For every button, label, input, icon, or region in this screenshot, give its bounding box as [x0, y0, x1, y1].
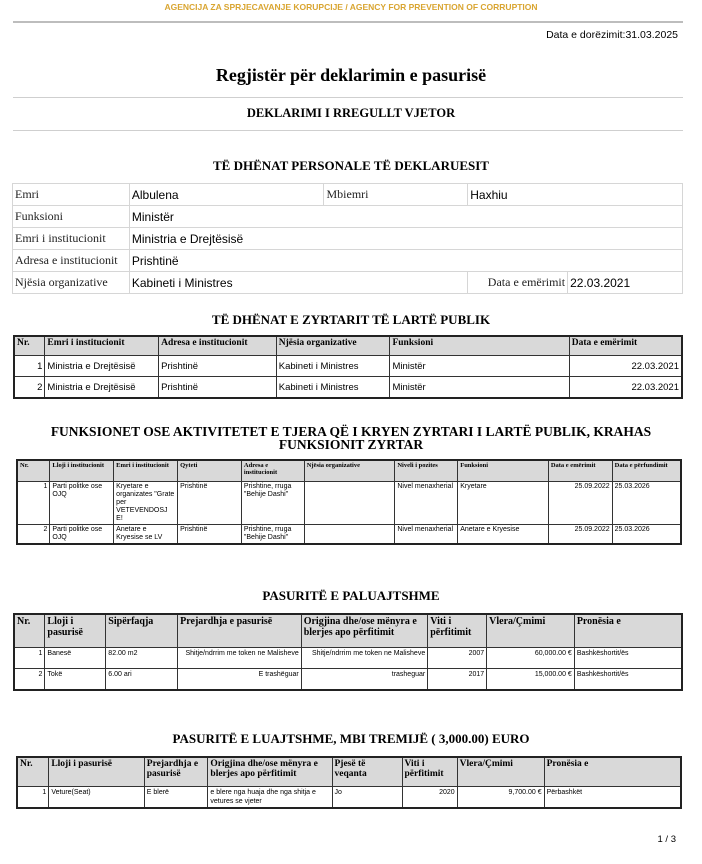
- column-header: Origjina dhe/ose mënyra e blerjes apo përfitimit: [208, 757, 332, 787]
- table-cell: 2: [14, 669, 45, 691]
- column-header: Prejardhja e pasurisë: [144, 757, 208, 787]
- table-cell: Kryetare: [458, 482, 549, 525]
- table-cell: 25.09.2022: [548, 525, 612, 545]
- table-row: [13, 250, 683, 272]
- table-cell: Kabineti i Ministres: [276, 356, 390, 377]
- column-header: Lloji i institucionit: [50, 460, 114, 482]
- column-header: Adresa e institucionit: [159, 336, 277, 356]
- functions-table: [16, 459, 682, 545]
- table-cell: 2020: [402, 787, 457, 809]
- header-divider: [13, 21, 683, 23]
- function-label: Funksioni: [13, 206, 130, 228]
- movable-assets-table: [16, 756, 682, 809]
- column-header: Nr.: [14, 336, 45, 356]
- table-cell: Ministër: [390, 356, 569, 377]
- table-row: [17, 482, 681, 525]
- table-cell: Tokë: [45, 669, 106, 691]
- immovable-assets-table: [13, 613, 683, 691]
- appointment-value: 22.03.2021: [568, 272, 683, 294]
- column-header: Lloji i pasurisë: [45, 614, 106, 648]
- column-header: Njësia organizative: [304, 460, 395, 482]
- table-cell: 2: [14, 377, 45, 399]
- table-cell: Parti politke ose OJQ: [50, 482, 114, 525]
- column-header: Qyteti: [178, 460, 242, 482]
- table-cell: 25.03.2026: [612, 525, 681, 545]
- column-header: Njësia organizative: [276, 336, 390, 356]
- table-cell: Ministër: [390, 377, 569, 399]
- table-header-row: [14, 336, 682, 356]
- section-title-personal: TË DHËNAT PERSONALE TË DEKLARUESIT: [213, 158, 489, 173]
- appointment-label: Data e emërimit: [468, 272, 568, 294]
- table-cell: Bashkëshortit/ës: [574, 648, 682, 669]
- column-header: Data e emërimit: [548, 460, 612, 482]
- table-cell: Kryetare e organizates "Grate per VETEVENDOSJ E!: [114, 482, 178, 525]
- column-header: Lloji i pasurisë: [49, 757, 144, 787]
- table-row: [13, 206, 683, 228]
- institution-value: Ministria e Drejtësisë: [129, 228, 682, 250]
- table-cell: Anetare e Kryesise: [458, 525, 549, 545]
- table-header-row: [14, 614, 682, 648]
- table-row: [14, 669, 682, 691]
- table-cell: Nivel menaxherial: [395, 482, 458, 525]
- table-cell: 1: [14, 648, 45, 669]
- table-cell: Parti politke ose OJQ: [50, 525, 114, 545]
- table-row: [13, 228, 683, 250]
- column-header: Adresa e institucionit: [241, 460, 304, 482]
- page-title: Regjistër për deklarimin e pasurisë: [215, 65, 487, 85]
- table-cell: Bashkëshortit/ës: [574, 669, 682, 691]
- table-row: [14, 648, 682, 669]
- address-value: Prishtinë: [129, 250, 682, 272]
- institution-label: Emri i institucionit: [13, 228, 130, 250]
- column-header: Pronësia e: [544, 757, 681, 787]
- address-label: Adresa e institucionit: [13, 250, 130, 272]
- table-cell: 22.03.2021: [569, 377, 682, 399]
- column-header: Sipërfaqja: [106, 614, 178, 648]
- page-number: 1 / 3: [657, 834, 676, 845]
- divider: [13, 130, 683, 131]
- section-title-immovable: PASURITË E PALUAJTSHME: [262, 588, 440, 603]
- table-cell: Jo: [332, 787, 402, 809]
- table-cell: 25.03.2026: [612, 482, 681, 525]
- table-cell: Prishtinë: [178, 525, 242, 545]
- table-cell: Prishtinë: [159, 356, 277, 377]
- column-header: Funksioni: [390, 336, 569, 356]
- table-cell: Përbashkët: [544, 787, 681, 809]
- table-row: [13, 272, 683, 294]
- column-header: Nr.: [17, 757, 49, 787]
- agency-header: AGENCIJA ZA SPRJECAVANJE KORUPCIJE / AGENCY FOR PREVENTION OF CORRUPTION: [164, 2, 538, 12]
- column-header: Data e përfundimit: [612, 460, 681, 482]
- officials-table: [13, 335, 683, 399]
- table-cell: Shitje/ndrrim me token ne Malisheve: [301, 648, 428, 669]
- table-cell: [304, 525, 395, 545]
- table-row: [17, 525, 681, 545]
- declaration-type: DEKLARIMI I RREGULLT VJETOR: [246, 106, 456, 120]
- column-header: Funksioni: [458, 460, 549, 482]
- table-cell: 15,000.00 €: [487, 669, 575, 691]
- table-cell: 1: [14, 356, 45, 377]
- table-cell: Prishtinë: [178, 482, 242, 525]
- table-cell: trasheguar: [301, 669, 428, 691]
- table-cell: Ministria e Drejtësisë: [45, 377, 159, 399]
- table-row: [14, 377, 682, 399]
- column-header: Viti i përfitimit: [402, 757, 457, 787]
- column-header: Viti i përfitimit: [428, 614, 487, 648]
- column-header: Nr.: [14, 614, 45, 648]
- table-cell: Kabineti i Ministres: [276, 377, 390, 399]
- table-cell: E trashëguar: [178, 669, 302, 691]
- table-header-row: [17, 757, 681, 787]
- unit-value: Kabineti i Ministres: [129, 272, 467, 294]
- table-cell: e blere nga huaja dhe nga shitja e vetures se vjeter: [208, 787, 332, 809]
- table-cell: 1: [17, 787, 49, 809]
- section-title-functions: FUNKSIONET OSE AKTIVITETET E TJERA QË I KRYEN ZYRTARI I LARTË PUBLIK, KRAHAS FUNKSIONIT ZYRTAR: [50, 424, 652, 452]
- table-cell: Banesë: [45, 648, 106, 669]
- column-header: Emri i institucionit: [45, 336, 159, 356]
- surname-value: Haxhiu: [468, 184, 683, 206]
- table-header-row: [17, 460, 681, 482]
- table-cell: Veture(Seat): [49, 787, 144, 809]
- table-row: [14, 356, 682, 377]
- column-header: Vlera/Çmimi: [457, 757, 544, 787]
- section-title-officials: TË DHËNAT E ZYRTARIT TË LARTË PUBLIK: [211, 312, 491, 327]
- table-row: [13, 184, 683, 206]
- table-cell: 2007: [428, 648, 487, 669]
- column-header: Emri i institucionit: [114, 460, 178, 482]
- table-cell: 9,700.00 €: [457, 787, 544, 809]
- column-header: Origjina dhe/ose mënyra e blerjes apo përfitimit: [301, 614, 428, 648]
- column-header: Vlera/Çmimi: [487, 614, 575, 648]
- column-header: Niveli i pozites: [395, 460, 458, 482]
- column-header: Prejardhja e pasurisë: [178, 614, 302, 648]
- table-cell: Prishtinë: [159, 377, 277, 399]
- table-cell: Nivel menaxherial: [395, 525, 458, 545]
- table-cell: [304, 482, 395, 525]
- table-cell: 6.00 ari: [106, 669, 178, 691]
- table-cell: 2: [17, 525, 50, 545]
- table-cell: Anetare e Kryesise se LV: [114, 525, 178, 545]
- table-cell: 60,000.00 €: [487, 648, 575, 669]
- table-cell: Ministria e Drejtësisë: [45, 356, 159, 377]
- table-cell: Shitje/ndrrim me token ne Malisheve: [178, 648, 302, 669]
- table-cell: Prishtine, rruga "Behije Dashi": [241, 482, 304, 525]
- name-value: Albulena: [129, 184, 324, 206]
- column-header: Data e emërimit: [569, 336, 682, 356]
- table-cell: 22.03.2021: [569, 356, 682, 377]
- table-cell: 25.09.2022: [548, 482, 612, 525]
- column-header: Nr.: [17, 460, 50, 482]
- table-cell: Prishtine, rruga "Behije Dashi": [241, 525, 304, 545]
- column-header: Pjesë të veqanta: [332, 757, 402, 787]
- name-label: Emri: [13, 184, 130, 206]
- function-value: Ministër: [129, 206, 682, 228]
- table-cell: 2017: [428, 669, 487, 691]
- table-cell: 82.00 m2: [106, 648, 178, 669]
- unit-label: Njësia organizative: [13, 272, 130, 294]
- personal-data-table: [12, 183, 683, 294]
- divider: [13, 97, 683, 98]
- table-row: [17, 787, 681, 809]
- section-title-movable: PASURITË E LUAJTSHME, MBI TREMIJË ( 3,000.00) EURO: [172, 731, 530, 746]
- column-header: Pronësia e: [574, 614, 682, 648]
- table-cell: 1: [17, 482, 50, 525]
- table-cell: E blerë: [144, 787, 208, 809]
- surname-label: Mbiemri: [324, 184, 468, 206]
- submission-date: Data e dorëzimit:31.03.2025: [546, 29, 678, 41]
